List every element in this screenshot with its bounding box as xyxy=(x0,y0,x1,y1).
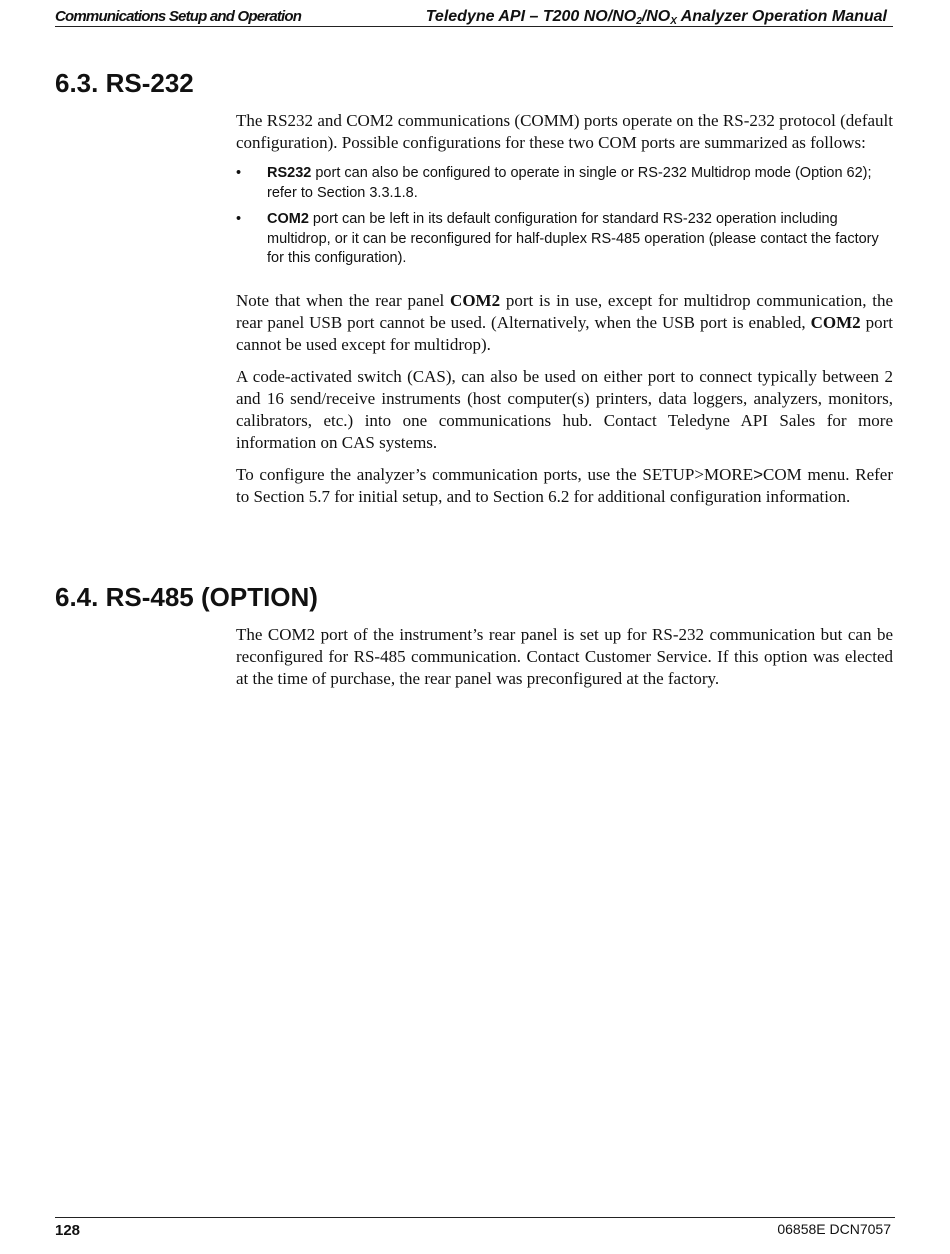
configure-paragraph xyxy=(236,464,893,508)
page-number: 128 xyxy=(55,1222,81,1239)
header-manual-title-part: /NO xyxy=(641,8,671,25)
rs485-paragraph: The COM2 port of the instrument’s rear panel is set up for RS-232 communication but can be reconfigured for RS-485 communication. Contact Customer Service. If this option was elected at the time of purchase, the rear panel was preconfigured at the factory. xyxy=(236,625,893,688)
header-manual-title xyxy=(426,8,887,27)
bullet-term: COM2 xyxy=(267,211,309,227)
document-number: 06858E DCN7057 xyxy=(777,1221,891,1237)
rs232-intro-paragraph: The RS232 and COM2 communications (COMM) ports operate on the RS-232 protocol (default configuration). Possible configurations for these two COM ports are summarized as follows: xyxy=(236,111,893,152)
page-footer xyxy=(55,1217,895,1242)
configure-text: To configure the analyzer’s communication ports, use the SETUP>MORE xyxy=(236,464,754,484)
configure-text: COM menu. Refer to Section 5.7 for initial setup, and to Section 6.2 for additional configuration information. xyxy=(236,464,893,506)
bullet-icon: • xyxy=(236,165,242,181)
section-body-rs232 xyxy=(236,110,893,518)
section-heading-rs232: 6.3. RS-232 xyxy=(55,68,194,98)
bullet-term: RS232 xyxy=(267,165,312,181)
header-subscript-2: 2 xyxy=(636,16,642,27)
list-item xyxy=(236,164,893,203)
bullet-text: port can be left in its default configuration for standard RS-232 operation including multidrop, or it can be reconfigured for half-duplex RS-485 operation (please contact the factory for this configuration). xyxy=(267,211,879,266)
header-subscript-x: X xyxy=(670,16,677,27)
note-text: port is in use, except for multidrop communication, the rear panel USB port cannot be used. (Alternatively, when the USB port is enabled, xyxy=(236,290,893,332)
header-manual-title-part: Teledyne API – T200 NO/NO xyxy=(425,8,637,25)
note-bold-com2: COM2 xyxy=(450,290,501,310)
com-config-list xyxy=(236,164,893,269)
note-bold-com2: COM2 xyxy=(810,312,861,332)
section-heading-rs485: 6.4. RS-485 (OPTION) xyxy=(55,582,318,612)
page-header xyxy=(55,6,893,27)
com2-note-paragraph xyxy=(236,290,893,356)
cas-paragraph: A code-activated switch (CAS), can also be used on either port to connect typically between 2 and 16 send/receive instruments (host computer(s) printers, data loggers, analyzers, monitors, calibrators, etc.) into one communications hub. Contact Teledyne API Sales for more information on CAS systems. xyxy=(236,366,893,452)
header-manual-title-part: Analyzer Operation Manual xyxy=(676,8,887,25)
bullet-icon: • xyxy=(236,211,242,227)
note-text: port cannot be used except for multidrop). xyxy=(236,312,893,354)
list-item xyxy=(236,210,893,269)
configure-text-arrow: > xyxy=(753,464,764,484)
bullet-text: port can also be configured to operate in single or RS-232 Multidrop mode (Option 62); refer to Section 3.3.1.8. xyxy=(267,165,872,201)
section-body-rs485 xyxy=(236,624,893,700)
note-text: Note that when the rear panel xyxy=(236,290,451,310)
header-section-title: Communications Setup and Operation xyxy=(55,8,302,25)
